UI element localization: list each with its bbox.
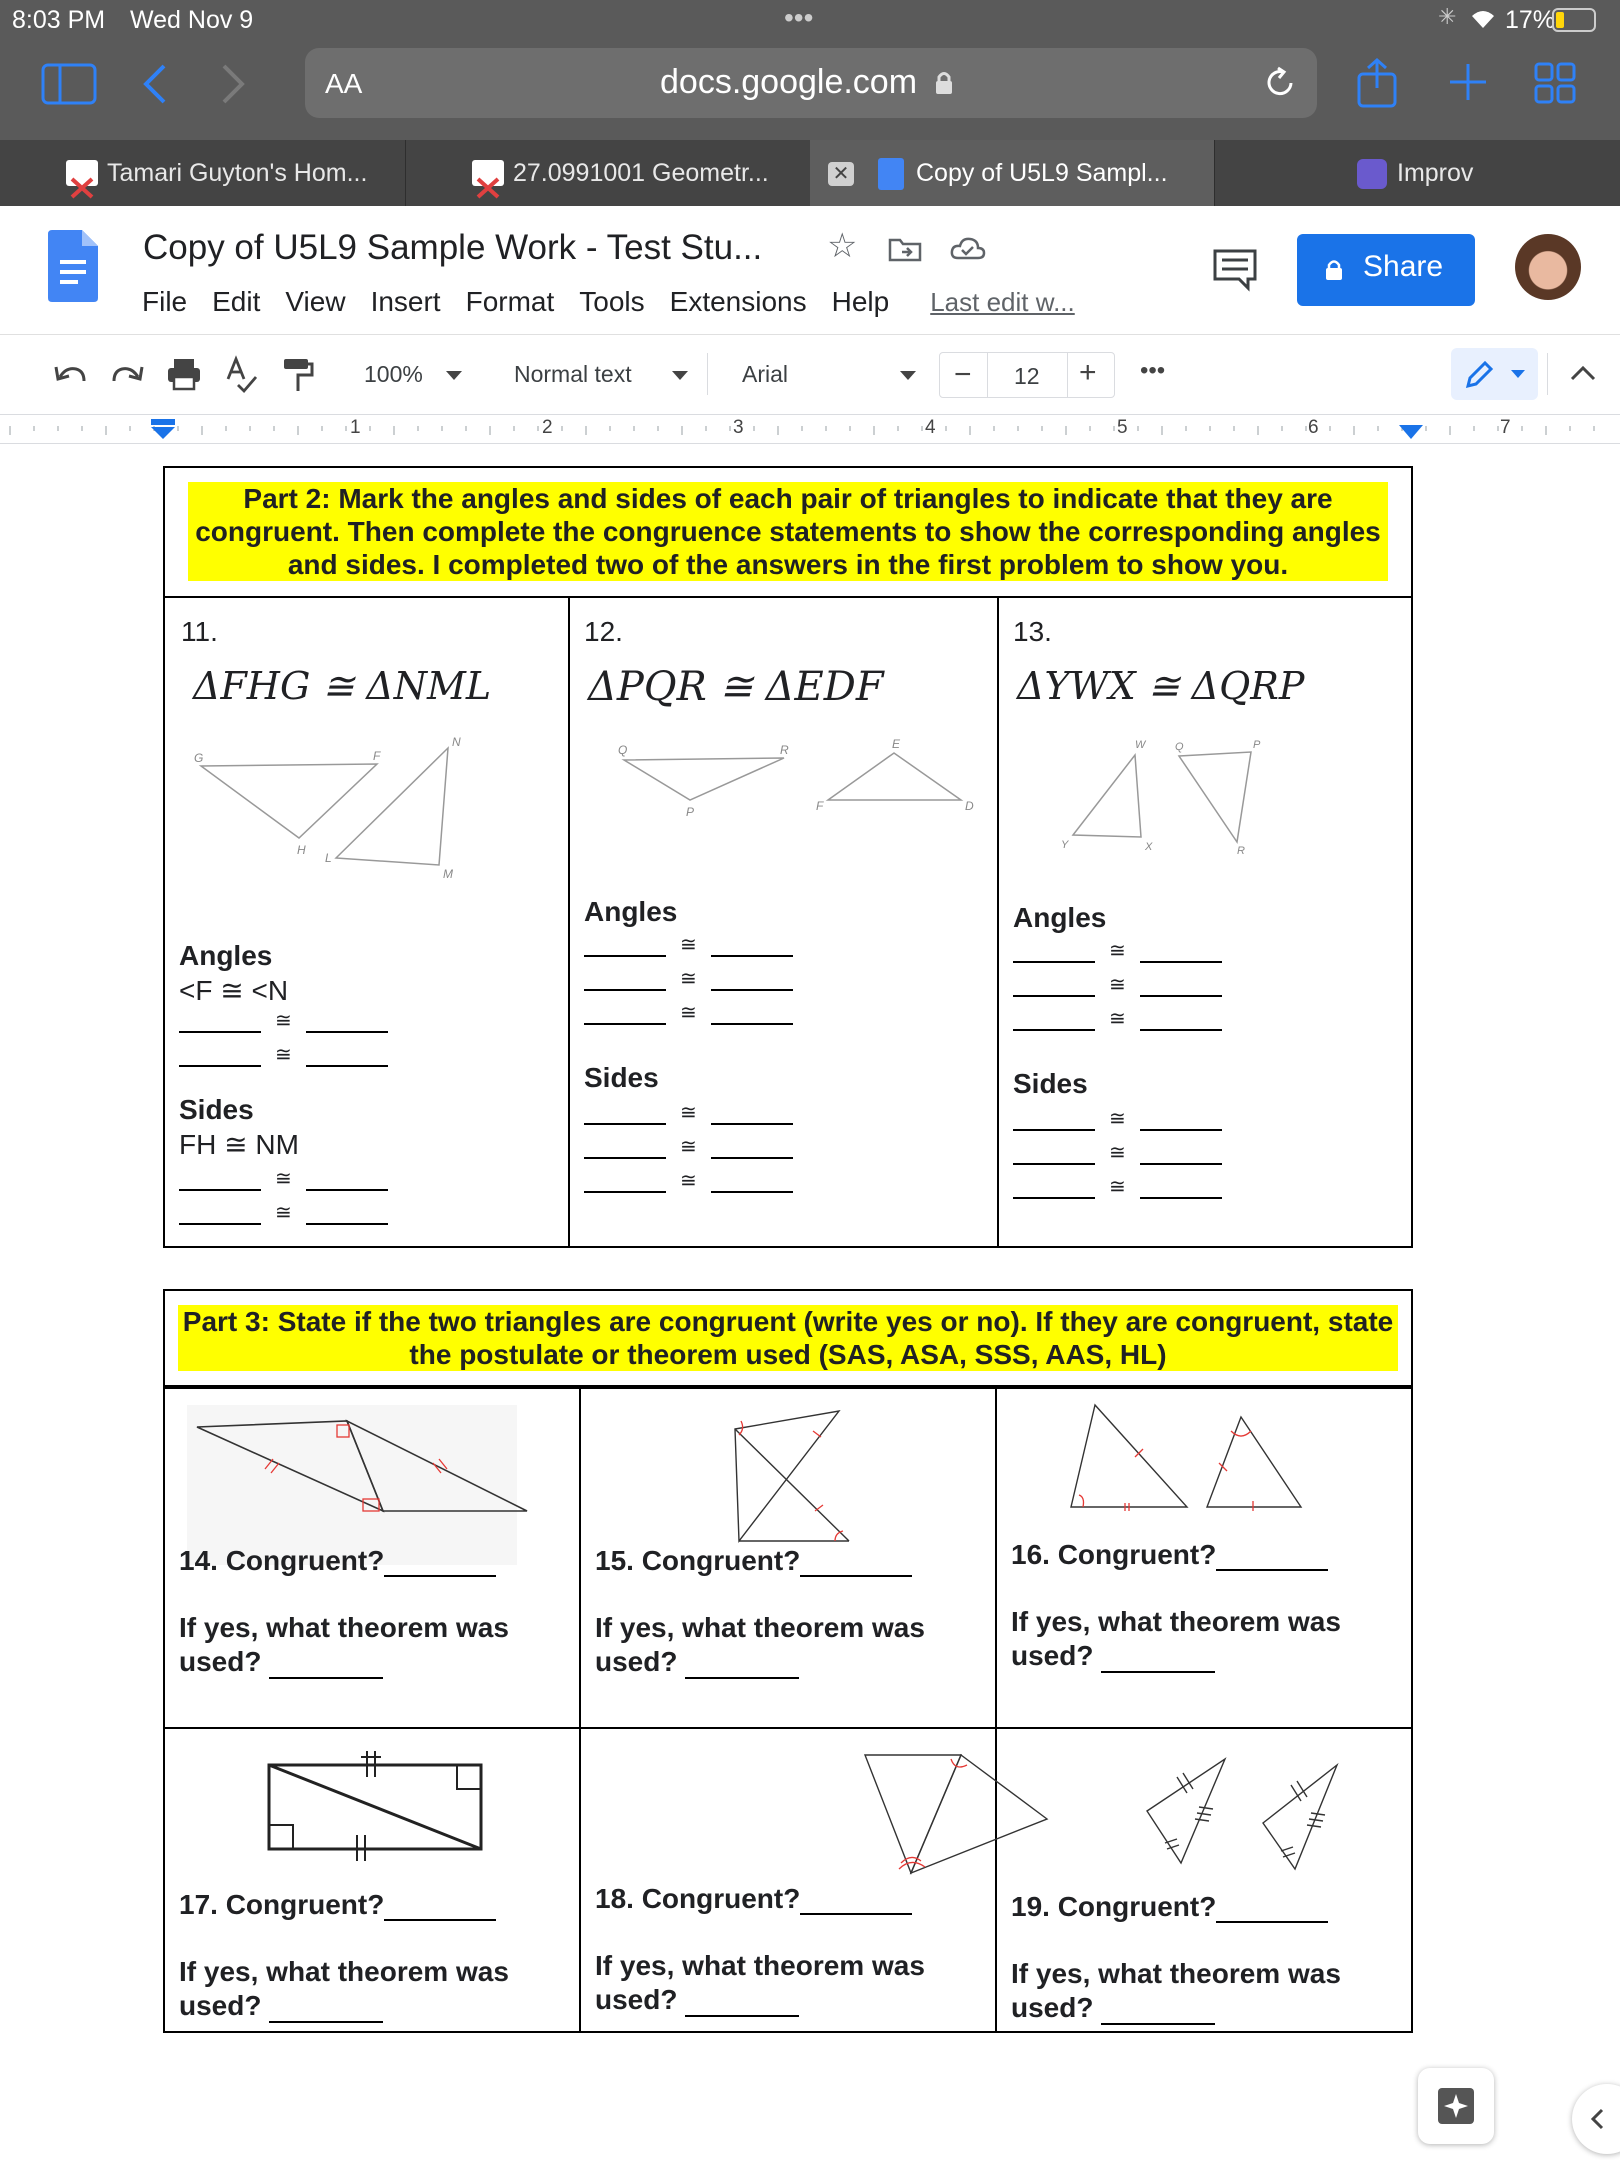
editing-mode-button[interactable] [1451, 348, 1538, 400]
blank-row[interactable] [1013, 1106, 1222, 1131]
row-divider [165, 1727, 1411, 1729]
blank-row[interactable] [179, 1042, 388, 1067]
status-bar [0, 0, 1620, 40]
vertex-label: H [297, 843, 306, 857]
answer-blank[interactable] [269, 1999, 383, 2023]
chevron-down-icon [900, 371, 916, 381]
theorem-question: If yes, what theorem was used? [1011, 1958, 1341, 2023]
theorem-question: If yes, what theorem was used? [595, 1950, 925, 2015]
blank-row[interactable] [179, 1200, 388, 1225]
comments-icon[interactable] [1212, 248, 1258, 290]
theorem-question: If yes, what theorem was used? [1011, 1606, 1341, 1671]
part3-header-cell [165, 1291, 1411, 1387]
blank-row[interactable] [1013, 972, 1222, 997]
ruler-label: 5 [1117, 417, 1128, 438]
cong-symbol: ≅ [680, 1002, 697, 1024]
figure-16 [1065, 1403, 1365, 1515]
answer-blank[interactable] [1101, 1649, 1215, 1673]
cong-symbol: ≅ [680, 1136, 697, 1158]
tab-overview-icon[interactable] [1534, 62, 1576, 104]
problem-11-cell [165, 600, 567, 1246]
doc-title[interactable]: Copy of U5L9 Sample Work - Test Stu... [143, 228, 763, 267]
ruler-label: 3 [733, 417, 744, 438]
menu-tools[interactable]: Tools [579, 286, 645, 317]
decrease-font-size-button[interactable]: − [954, 358, 972, 391]
congruent-question: 15. Congruent? [595, 1545, 801, 1576]
share-label: Share [1363, 250, 1444, 283]
explore-button[interactable] [1418, 2068, 1494, 2144]
triangles-figure-13 [1059, 740, 1299, 860]
tab-favicon-icon [472, 160, 504, 186]
tab-improv[interactable] [1214, 140, 1620, 206]
increase-font-size-button[interactable]: + [1079, 356, 1097, 389]
url-text[interactable]: docs.google.com [660, 63, 918, 101]
share-button[interactable] [1297, 234, 1475, 306]
menu-edit[interactable]: Edit [212, 286, 261, 317]
spellcheck-icon[interactable] [224, 355, 258, 393]
question-14 [179, 1545, 496, 1577]
paint-format-icon[interactable] [282, 357, 314, 393]
ruler-label: 1 [350, 417, 361, 438]
part2-table [163, 466, 1413, 1248]
style-select[interactable]: Normal text [514, 361, 632, 387]
question-17 [179, 1889, 496, 1921]
status-time: 8:03 PM [12, 6, 106, 34]
divider [1067, 353, 1068, 397]
vertex-label: E [892, 737, 901, 751]
blank-row[interactable] [1013, 938, 1222, 963]
cong-symbol: ≅ [1109, 974, 1126, 996]
part2-header-cell [165, 468, 1411, 598]
avatar[interactable] [1515, 234, 1581, 300]
chevron-down-icon [1511, 370, 1525, 379]
vertex-label: R [780, 743, 789, 757]
print-icon[interactable] [166, 357, 202, 391]
answer-blank[interactable] [685, 1655, 799, 1679]
menu-file[interactable]: File [142, 286, 188, 317]
vertex-label: P [1253, 739, 1261, 751]
theorem-19 [1011, 1957, 1391, 2025]
pencil-icon [1465, 361, 1495, 389]
congruence-statement: ΔFHG ≅ ΔNML [193, 664, 492, 708]
vertex-label: Y [1061, 839, 1069, 851]
tab-geometry[interactable] [405, 140, 810, 206]
right-indent-marker-icon[interactable] [1397, 423, 1425, 441]
close-tab-icon[interactable]: ✕ [828, 162, 854, 186]
vertex-label: D [965, 799, 974, 813]
tab-homeroom[interactable] [0, 140, 405, 206]
status-date: Wed Nov 9 [130, 6, 254, 34]
menu-view[interactable]: View [285, 286, 346, 317]
theorem-17 [179, 1955, 559, 2023]
blank-row[interactable] [584, 966, 793, 991]
vertex-label: F [373, 749, 381, 763]
docs-favicon-icon [878, 158, 904, 190]
blank-row[interactable] [584, 1134, 793, 1159]
tab-label: Copy of U5L9 Sampl... [916, 159, 1168, 187]
vertex-label: L [325, 851, 332, 865]
document-canvas [0, 444, 1620, 2160]
blank-row[interactable] [584, 1168, 793, 1193]
battery-percent: 17% [1505, 6, 1556, 34]
chevron-left-icon [1590, 2108, 1604, 2130]
menu-extensions[interactable]: Extensions [669, 286, 807, 317]
left-indent-marker-icon[interactable] [148, 417, 178, 441]
cong-symbol: ≅ [1109, 1108, 1126, 1130]
menu-bar [142, 286, 1100, 318]
congruence-statement: ΔYWX ≅ ΔQRP [1017, 664, 1305, 708]
column-divider [995, 1387, 997, 2031]
forward-icon[interactable] [218, 62, 248, 106]
tab-label: Tamari Guyton's Hom... [107, 159, 368, 187]
toolbar-divider [707, 353, 708, 395]
explore-sparkle-icon [1438, 2088, 1474, 2124]
sides-label: Sides [179, 1094, 254, 1125]
chevron-down-icon [672, 371, 688, 381]
blank-row[interactable] [1013, 1140, 1222, 1165]
vertex-label: M [443, 867, 453, 881]
answer-blank[interactable] [685, 1993, 799, 2017]
tab-favicon-icon [66, 160, 98, 186]
collapse-menus-icon[interactable] [1570, 365, 1596, 381]
theorem-14 [179, 1611, 559, 1679]
cong-symbol: ≅ [1109, 940, 1126, 962]
multitask-dots[interactable]: ••• [784, 2, 814, 33]
question-15 [595, 1545, 912, 1577]
angles-label: Angles [179, 940, 273, 971]
blank-row[interactable] [584, 1100, 793, 1125]
divider [1547, 353, 1548, 395]
reload-icon[interactable] [1263, 66, 1297, 100]
theorem-question: If yes, what theorem was used? [595, 1612, 925, 1677]
blank-row[interactable] [1013, 1006, 1222, 1031]
problem-13-cell [999, 600, 1411, 1246]
theorem-question: If yes, what theorem was used? [179, 1612, 509, 1677]
part2-instructions: Part 2: Mark the angles and sides of each pair of triangles to indicate that they are congruent. Then complete the congruence statements to show the corresponding angles and sides. I completed two of the answers in the first problem to show you. [188, 482, 1388, 581]
divider [987, 353, 988, 397]
menu-help[interactable]: Help [831, 286, 890, 317]
move-folder-icon[interactable] [888, 236, 922, 262]
sides-label: Sides [584, 1062, 659, 1093]
vertex-label: N [452, 735, 461, 749]
answer-blank[interactable] [384, 1897, 496, 1921]
docs-header [0, 206, 1620, 334]
column-divider [579, 1387, 581, 2031]
cong-symbol: ≅ [275, 1010, 292, 1032]
cong-symbol: ≅ [680, 1170, 697, 1192]
tab-label: 27.0991001 Geometr... [513, 159, 769, 187]
figure-18 [855, 1751, 1055, 1877]
redo-icon[interactable] [110, 361, 146, 387]
more-tools-button[interactable]: ••• [1140, 357, 1166, 384]
font-size-input[interactable]: 12 [1014, 363, 1040, 389]
theorem-18 [595, 1949, 975, 2017]
share-lock-icon [1325, 259, 1343, 281]
tab-bar [0, 140, 1620, 206]
cong-symbol: ≅ [1109, 1008, 1126, 1030]
font-select[interactable]: Arial [742, 361, 789, 387]
back-icon[interactable] [140, 62, 170, 106]
blank-row[interactable] [1013, 1174, 1222, 1199]
answer-blank[interactable] [800, 1891, 912, 1915]
problem-number: 11. [181, 616, 218, 647]
answer-blank[interactable] [1216, 1547, 1328, 1571]
angles-label: Angles [584, 896, 678, 927]
vertex-label: W [1135, 739, 1146, 751]
congruence-statement: ΔPQR ≅ ΔEDF [588, 664, 884, 710]
figure-14 [187, 1405, 517, 1565]
answer-blank[interactable] [800, 1553, 912, 1577]
new-tab-icon[interactable] [1448, 62, 1488, 102]
part3-instructions: Part 3: State if the two triangles are congruent (write yes or no). If they are congruent, state the postulate or theorem used (SAS, ASA, SSS, AAS, HL) [178, 1305, 1398, 1371]
problem-number: 13. [1013, 616, 1052, 647]
answer-blank[interactable] [1101, 2001, 1215, 2025]
cong-symbol: ≅ [680, 968, 697, 990]
sides-label: Sides [1013, 1068, 1088, 1099]
blank-row[interactable] [584, 932, 793, 957]
share-sheet-icon[interactable] [1355, 58, 1399, 108]
part3-table [163, 1289, 1413, 2033]
congruent-question: 18. Congruent? [595, 1883, 801, 1914]
row-divider [165, 1387, 1411, 1389]
ruler [0, 414, 1620, 444]
ruler-label: 2 [542, 417, 553, 438]
theorem-16 [1011, 1605, 1391, 1673]
question-16 [1011, 1539, 1328, 1571]
question-19 [1011, 1891, 1328, 1923]
vertex-label: X [1145, 841, 1153, 853]
sidebar-icon[interactable] [42, 64, 96, 104]
question-18 [595, 1883, 912, 1915]
docs-toolbar [0, 334, 1620, 414]
congruent-question: 19. Congruent? [1011, 1891, 1217, 1922]
vertex-label: Q [618, 743, 628, 757]
cong-symbol: ≅ [275, 1202, 292, 1224]
browser-toolbar [0, 40, 1620, 140]
cong-symbol: ≅ [680, 934, 697, 956]
font-size-control [939, 352, 1115, 398]
figure-17 [261, 1747, 491, 1863]
wifi-icon [1470, 8, 1496, 30]
answer-blank[interactable] [269, 1655, 383, 1679]
ruler-ticks [0, 415, 1620, 443]
cong-symbol: ≅ [1109, 1142, 1126, 1164]
battery-icon [1552, 8, 1596, 32]
cloud-status-icon[interactable] [950, 236, 986, 262]
text-size-button[interactable]: AA [325, 68, 363, 99]
blank-row[interactable] [179, 1166, 388, 1191]
theorem-15 [595, 1611, 975, 1679]
cong-symbol: ≅ [275, 1168, 292, 1190]
vertex-label: R [1237, 845, 1245, 857]
answer-blank[interactable] [384, 1553, 496, 1577]
ruler-label: 6 [1308, 417, 1319, 438]
congruent-question: 14. Congruent? [179, 1545, 385, 1576]
menu-insert[interactable]: Insert [370, 286, 441, 317]
activity-icon: ✳ [1438, 4, 1457, 29]
zoom-select[interactable]: 100% [364, 361, 423, 387]
address-bar[interactable] [305, 48, 1317, 118]
vertex-label: Q [1175, 741, 1184, 753]
side-example: FH ≅ NM [179, 1129, 299, 1160]
triangles-figure-12 [588, 737, 978, 850]
problem-12-cell [570, 600, 997, 1246]
figure-19 [1105, 1751, 1365, 1881]
lock-icon [934, 70, 954, 96]
answer-blank[interactable] [1216, 1899, 1328, 1923]
cong-symbol: ≅ [680, 1102, 697, 1124]
last-edit-link[interactable]: Last edit w... [930, 287, 1075, 317]
figure-15 [725, 1407, 875, 1547]
ruler-label: 7 [1500, 417, 1511, 438]
side-panel-toggle[interactable] [1572, 2084, 1620, 2154]
triangles-figure-11 [193, 735, 533, 881]
vertex-label: P [686, 805, 695, 819]
angles-label: Angles [1013, 902, 1107, 933]
vertex-label: G [194, 751, 204, 765]
chevron-down-icon [446, 371, 462, 381]
theorem-question: If yes, what theorem was used? [179, 1956, 509, 2021]
menu-format[interactable]: Format [465, 286, 555, 317]
congruent-question: 16. Congruent? [1011, 1539, 1217, 1570]
tab-label: Improv [1397, 159, 1474, 187]
ruler-label: 4 [925, 417, 936, 438]
undo-icon[interactable] [52, 361, 88, 387]
cong-symbol: ≅ [275, 1044, 292, 1066]
blank-row[interactable] [179, 1008, 388, 1033]
angle-example: <F ≅ <N [179, 975, 289, 1006]
vertex-label: F [816, 799, 824, 813]
problem-number: 12. [584, 616, 623, 647]
tab-copy-u5l9[interactable] [810, 140, 1214, 206]
congruent-question: 17. Congruent? [179, 1889, 385, 1920]
improv-favicon-icon [1357, 159, 1387, 189]
docs-logo-icon[interactable] [46, 230, 100, 302]
blank-row[interactable] [584, 1000, 793, 1025]
star-icon[interactable]: ☆ [827, 227, 858, 265]
cong-symbol: ≅ [1109, 1176, 1126, 1198]
